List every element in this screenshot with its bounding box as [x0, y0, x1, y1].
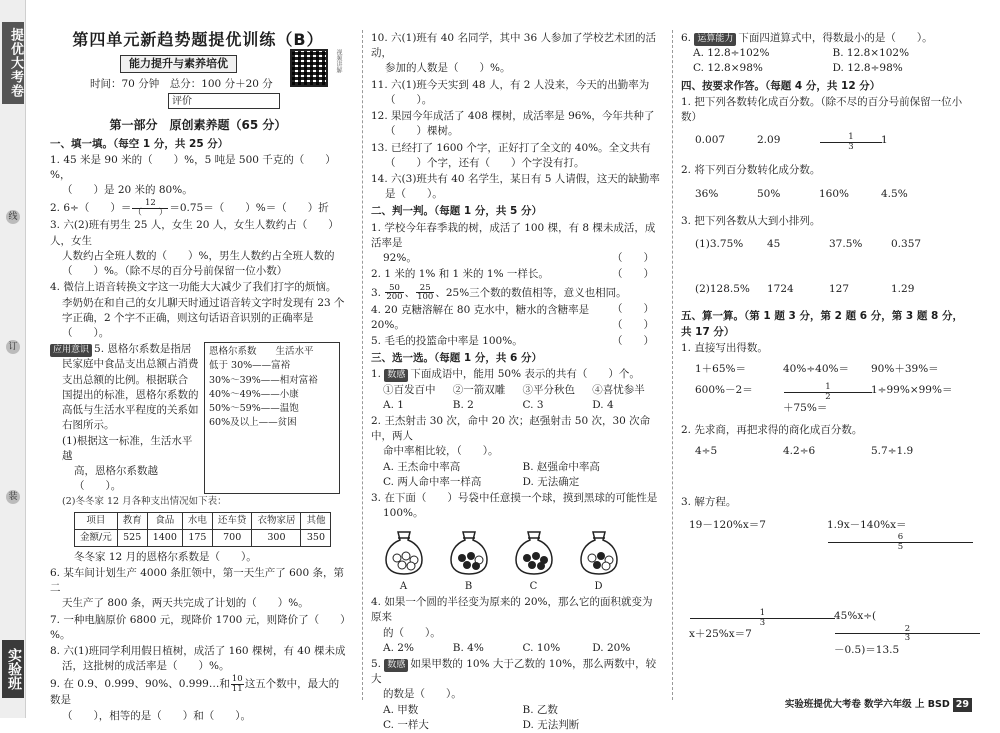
column-left	[50, 30, 346, 725]
question-text: 13. 已经打了 1600 个字，正好打了全文的 40%。全文共有	[371, 141, 651, 154]
question-text: 下面四道算式中，得数最小的是（ ）。	[738, 32, 933, 44]
calc-1	[681, 341, 972, 417]
question-text: 1. 把下列各数转化成百分数。（除不尽的百分号前保留一位小数）	[681, 95, 963, 124]
table-cell: 525	[117, 529, 147, 546]
numerator: 2	[835, 625, 980, 635]
table-row	[75, 529, 331, 546]
question-text: 李奶奶在和自己的女儿聊天时通过语音转文字时发现有 23 个	[62, 296, 345, 309]
option-c[interactable]: C. 两人命中率一样高	[383, 475, 482, 488]
question-text: 2. 将下列百分数转化成分数。	[681, 164, 821, 177]
choice-4	[371, 595, 662, 656]
answer-options	[681, 46, 972, 76]
bag-icon	[579, 528, 619, 576]
legend-row: 40%～49%——小康	[209, 388, 299, 400]
column-middle	[362, 30, 662, 731]
table-header: 衣物家居	[252, 513, 301, 530]
question-text: 右图所示。	[62, 419, 115, 432]
question-text: 14. 六(3)班共有 40 名学生，某日有 5 人请假，这天的缺勤率	[371, 172, 660, 185]
question-6	[50, 566, 346, 612]
question-text: 是（ ）。	[385, 188, 443, 201]
fraction	[828, 533, 973, 551]
question-text: 4. 微信上语音转换文字这一功能大大减少了我们打字的烦恼。	[50, 281, 337, 294]
option-d[interactable]: D. 20%	[592, 641, 631, 654]
section-heading: 四、按要求作答。（每题 4 分，共 12 分）	[681, 79, 881, 92]
option-b[interactable]: B. 赵强命中率高	[522, 460, 600, 473]
calc-text: ＋75%＝	[783, 402, 828, 415]
answer-blank[interactable]: （ ）	[612, 334, 654, 347]
sub-question: (2)冬冬家 12 月各种支出情况如下表：	[62, 496, 227, 508]
option-a[interactable]: A. 2%	[383, 641, 414, 654]
number-item: 127	[829, 283, 850, 296]
option-a[interactable]: A. 12.8÷102%	[693, 47, 770, 60]
question-text: 2. 6÷（ ）＝	[50, 202, 132, 215]
number-list	[681, 187, 972, 202]
question-text: 2. 1 米的 1% 和 1 米的 1% 一样长。	[371, 268, 549, 281]
equation-text: 45%x÷(	[834, 610, 877, 623]
competency-tag: 应用意识	[50, 344, 92, 357]
series-title: 提优大考卷	[2, 22, 24, 104]
numerator: 10	[231, 674, 243, 685]
equation	[827, 518, 972, 551]
number-item: (1)3.75%	[695, 237, 744, 250]
bag-label: D	[594, 580, 603, 592]
question-text: 参加的人数是（ ）%。	[385, 62, 511, 75]
question-text: （ ）个字，还有（ ）个字没有打。	[385, 156, 585, 169]
calc-item: 600%－2＝	[695, 384, 753, 397]
expense-table	[74, 512, 331, 547]
task-3	[681, 214, 972, 298]
task-1	[681, 95, 972, 151]
competency-tag: 数感	[384, 369, 408, 382]
question-text: 的数是（ ）。	[383, 688, 462, 701]
answer-blank[interactable]: （ ）	[612, 268, 654, 281]
numerator: 50	[385, 284, 403, 294]
denominator: （ ）	[133, 207, 168, 218]
calc-2	[681, 423, 972, 459]
question-text: （ ）棵树。	[385, 125, 459, 138]
question-text: 5.	[371, 657, 385, 670]
calc-item: 1＋65%＝	[695, 363, 747, 376]
section-heading: 一、填一填。（每空 1 分，共 25 分）	[50, 137, 229, 150]
number-item	[819, 133, 881, 151]
binding-strip	[0, 0, 26, 718]
legend-row: 60%及以上——贫困	[209, 417, 297, 429]
judge-1	[371, 221, 662, 267]
equation-row	[681, 518, 972, 551]
numerator: 1	[690, 609, 835, 619]
bag-label: C	[529, 580, 538, 592]
calc-item: 40%÷40%＝	[783, 363, 849, 376]
calc-item: 1÷99%×99%＝	[871, 384, 953, 397]
question-text: 4. 如果一个圆的半径变为原来的 20%，那么它的面积就变为原来	[371, 596, 653, 624]
option-a[interactable]: A. 王杰命中率高	[383, 460, 461, 473]
option-b[interactable]: B. 乙数	[522, 703, 558, 716]
task-2	[681, 163, 972, 201]
legend-row: 50%～59%——温饱	[209, 403, 299, 415]
idiom-item: ②一箭双雕	[452, 383, 506, 396]
time-score-info: 时间：70 分钟 总分：100 分＋20 分	[90, 78, 273, 91]
question-8	[50, 644, 346, 674]
denominator: 11	[231, 683, 243, 694]
number-item: 2.09	[757, 134, 781, 147]
table-header: 水电	[182, 513, 212, 530]
number-item: 50%	[757, 187, 781, 200]
sub-question: 冬冬家 12 月的恩格尔系数是（ ）。	[74, 550, 257, 563]
page-footer	[785, 698, 972, 712]
choice-6	[681, 31, 972, 77]
option-d[interactable]: D. 4	[592, 398, 614, 411]
brand-logo: 实验班	[2, 640, 24, 698]
question-2	[50, 199, 346, 217]
question-text: （ ）。	[385, 93, 433, 106]
number-list	[681, 237, 972, 252]
question-text: 3. 在下面（ ）号袋中任意摸一个球，摸到黑球的可能性是	[371, 492, 658, 505]
question-text: 民家庭中食品支出总额占消费	[62, 358, 199, 371]
option-a[interactable]: A. 甲数	[383, 703, 419, 716]
fraction	[132, 199, 168, 217]
legend-row: 低于 30%——富裕	[209, 360, 291, 372]
qr-label: 视频讲解	[335, 49, 342, 74]
fraction	[231, 675, 244, 693]
bag-option[interactable]	[382, 528, 426, 595]
calc-item: 4.2÷6	[783, 444, 816, 457]
table-cell: 700	[212, 529, 252, 546]
denominator: 3	[848, 141, 854, 152]
idiom-item: ④喜忧参半	[592, 383, 645, 396]
bag-option[interactable]	[447, 528, 491, 595]
question-text: 8. 六(1)班同学利用假日植树，成活了 160 棵树，有 40 棵未成	[50, 645, 346, 657]
question-text: 、25%三个数的数值相等，意义也相同。	[435, 286, 627, 299]
question-10	[371, 31, 662, 77]
answer-options	[371, 460, 662, 490]
fraction	[385, 284, 403, 302]
question-text: 3. 六(2)班有男生 25 人，女生 20 人，女生人数约占（ ）人，女生	[50, 219, 339, 247]
calc-3	[681, 495, 972, 658]
calc-row	[681, 444, 972, 459]
question-text: 4. 20 克糖溶解在 80 克水中，糖水的含糖率是 20%。	[371, 303, 590, 331]
judge-2	[371, 267, 662, 282]
option-b[interactable]: B. 4%	[452, 641, 484, 654]
table-header: 教育	[117, 513, 147, 530]
answer-options	[371, 641, 662, 656]
footer-text: 实验班提优大考卷 数学六年级 上 BSD	[784, 699, 950, 711]
calc-row	[681, 383, 972, 416]
bag-icon	[449, 528, 489, 576]
answer-blank[interactable]: （ ）	[612, 252, 654, 265]
equation-row	[681, 609, 972, 657]
number-item: 1	[881, 134, 888, 147]
choice-1	[371, 367, 662, 413]
number-item: 37.5%	[829, 237, 863, 250]
question-text: 字正确，2 个字不正确，则这句话语音识别的正确率是（ ）。	[62, 311, 314, 339]
number-list	[681, 282, 972, 297]
numerator: 1	[784, 383, 872, 393]
number-item: 45	[767, 237, 781, 250]
question-12	[371, 109, 662, 139]
question-7: 7. 一种电脑原价 6800 元，现降价 1700 元，则降价了（ ）%。	[50, 613, 346, 641]
answer-options	[371, 398, 662, 413]
number-item: 1724	[767, 283, 794, 296]
denominator: 5	[897, 541, 904, 552]
table-cell: 175	[182, 529, 212, 546]
section-heading: 二、判一判。（每题 1 分，共 5 分）	[371, 205, 542, 218]
score-box	[168, 93, 280, 109]
question-5	[50, 342, 346, 494]
judge-3: 3. $\frac{50}{200}$ 、 $\frac{25}{100}$ 、25%三个数的数值相等，意义也相同。 （ ）	[371, 284, 662, 302]
choice-3	[371, 491, 662, 594]
idiom-item: ③平分秋色	[522, 383, 575, 396]
numerator: 1	[820, 133, 882, 143]
option-b[interactable]: B. 2	[452, 398, 474, 411]
fraction	[690, 609, 835, 627]
section-heading: 三、选一选。（每题 1 分，共 6 分）	[371, 352, 542, 365]
question-text	[50, 342, 200, 494]
number-item: 1.29	[891, 283, 915, 296]
judge-5	[371, 334, 662, 349]
calc-item: 90%＋39%＝	[871, 363, 939, 376]
question-text: 命中率相比较，（ ）。	[383, 445, 499, 458]
engel-legend-box	[204, 342, 340, 494]
question-text: 下面成语中，能用 50% 表示的共有（ ）个。	[410, 368, 640, 381]
legend-row: 30%～39%——相对富裕	[209, 374, 318, 386]
question-text: 100%。	[383, 507, 424, 520]
idiom-item: ①百发百中	[383, 383, 436, 396]
question-text: 12. 果园今年成活了 408 棵树，成活率是 96%，今年共种了	[371, 110, 655, 123]
question-text: 6. 某车间计划生产 4000 条肛领中，第一天生产了 600 条，第二	[50, 566, 344, 595]
bag-option[interactable]	[512, 528, 556, 595]
question-14	[371, 172, 662, 202]
table-header: 还车贷	[212, 513, 252, 530]
competency-tag: 数感	[384, 659, 408, 672]
page-number: 29	[953, 698, 972, 712]
fraction	[416, 284, 434, 302]
question-text: （ ）是 20 米的 80%。	[62, 184, 193, 197]
fraction	[835, 625, 980, 643]
bag-icon	[384, 528, 424, 576]
bag-option[interactable]	[577, 528, 621, 595]
question-text: 如果甲数的 10% 大于乙数的 10%，那么两数中，较大	[371, 657, 657, 686]
answer-blank[interactable]: （ ）	[612, 318, 654, 331]
question-11	[371, 78, 662, 108]
question-text: 这五个数中，最大的数是	[50, 678, 340, 707]
question-text: 国提出的标准，恩格尔系数的	[62, 388, 199, 401]
question-text: 人数约占全班人数的（ ）%，男生人数约占全班人数的	[62, 249, 335, 262]
fraction	[820, 133, 882, 151]
number-item: 4.5%	[881, 187, 908, 200]
qr-code-icon[interactable]	[290, 49, 328, 87]
numerator: 6	[828, 533, 973, 543]
numerator: 12	[132, 199, 168, 209]
calc-item: 4÷5	[695, 444, 718, 457]
sub-question: 高，恩格尔系数越（ ）。	[74, 464, 158, 493]
question-text: 9. 在 0.9、0.999、90%、0.999…和	[50, 678, 230, 691]
denominator: 3	[904, 633, 911, 644]
denominator: 2	[825, 391, 831, 402]
number-item: 36%	[695, 187, 719, 200]
idiom-list	[371, 383, 662, 398]
question-text: （ ），相等的是（ ）和（ ）。	[62, 709, 251, 722]
calc-row	[681, 362, 972, 377]
question-text: 92%。	[383, 252, 417, 265]
bag-icon	[514, 528, 554, 576]
equation-text: －0.5)＝13.5	[834, 643, 900, 656]
section-heading: 五、算一算。（第 1 题 3 分，第 2 题 6 分，第 3 题 8 分，共 17 分）	[681, 310, 963, 338]
option-c[interactable]: C. 3	[522, 398, 544, 411]
option-d[interactable]: D. 无法确定	[522, 475, 580, 488]
denominator: 3	[759, 617, 766, 628]
question-4	[50, 280, 346, 341]
question-text: 1.	[371, 368, 385, 381]
bag-options	[371, 528, 631, 595]
calc-item	[783, 383, 871, 416]
question-text: 3.	[371, 286, 385, 299]
denominator: 200	[386, 292, 403, 302]
bag-label: B	[464, 580, 473, 592]
answer-blank[interactable]: （ ）	[612, 302, 654, 315]
question-text: 11. 六(1)班今天实到 48 人，有 2 人没来，今天的出勤率为	[371, 78, 650, 91]
option-c[interactable]: C. 10%	[522, 641, 561, 654]
equation	[834, 609, 979, 657]
cut-mark: 线	[6, 210, 20, 224]
question-text: 3. 把下列各数从大到小排列。	[681, 214, 821, 227]
calc-item: 5.7÷1.9	[871, 444, 914, 457]
table-header: 食品	[147, 513, 182, 530]
question-text: 支出总额的比例。根据联合	[62, 373, 188, 386]
equation-text: x＋25%x＝7	[689, 628, 752, 641]
question-text: 3. 解方程。	[681, 495, 737, 508]
table-cell: 300	[252, 529, 301, 546]
answer-options	[371, 703, 662, 733]
question-13	[371, 141, 662, 171]
question-text: 的（ ）。	[383, 626, 441, 639]
page-title: 第四单元新趋势题提优训练（B）	[72, 30, 324, 49]
option-c[interactable]: C. 一样大	[383, 718, 429, 731]
question-text: 活，这批树的成活率是（ ）%。	[62, 660, 230, 673]
equation-text: 1.9x－140%x＝	[827, 519, 907, 532]
table-cell: 金额/元	[75, 529, 118, 546]
question-text: 5. 恩格尔系数是指居	[94, 343, 192, 356]
part-title: 第一部分 原创素养题（65 分）	[109, 118, 287, 133]
choice-5	[371, 657, 662, 733]
option-d[interactable]: D. 12.8÷98%	[832, 62, 903, 75]
sub-question: (1)根据这一标准，生活水平越	[62, 434, 193, 462]
question-text: 1. 学校今年春季栽的树，成活了 100 棵，有 8 棵未成活，成活率是	[371, 221, 656, 249]
number-list	[681, 133, 972, 151]
number-item: 0.007	[695, 134, 726, 147]
question-text: 1. 45 米是 90 米的（ ）%，5 吨是 500 千克的（ ）%，	[50, 153, 336, 182]
question-text: 6.	[681, 32, 695, 44]
option-d[interactable]: D. 无法判断	[522, 718, 580, 731]
cut-mark: 装	[6, 490, 20, 504]
competency-tag: 运算能力	[694, 33, 736, 46]
question-text: 2. 王杰射击 30 次，命中 20 次；赵强射击 50 次，30 次命中，两人	[371, 415, 651, 443]
score-label: 评价	[172, 96, 192, 108]
subtitle: 能力提升与素养培优	[120, 55, 237, 73]
equation: 19－120%x＝7	[689, 519, 766, 532]
table-header: 其他	[301, 513, 331, 530]
question-text: （ ）%。（除不尽的百分号前保留一位小数）	[62, 265, 288, 278]
question-text: 10. 六(1)班有 40 名同学，其中 36 人参加了学校艺术团的活动，	[371, 32, 656, 60]
equation	[689, 609, 834, 657]
question-text: 高低与生活水平程度的关系如	[62, 404, 199, 417]
option-c[interactable]: C. 12.8×98%	[693, 62, 763, 75]
table-cell: 350	[301, 529, 331, 546]
bag-label: A	[399, 580, 408, 592]
table-row	[75, 513, 331, 530]
cut-mark: 订	[6, 340, 20, 354]
header-info	[50, 49, 346, 108]
option-a[interactable]: A. 1	[383, 398, 404, 411]
number-item: 0.357	[891, 237, 922, 250]
question-text: 5. 毛毛的投篮命中率是 100%。	[371, 334, 523, 347]
numerator: 25	[416, 284, 434, 294]
question-text: 1. 直接写出得数。	[681, 341, 768, 354]
question-9	[50, 675, 346, 723]
question-text: ＝0.75＝（ ）%＝（ ）折	[169, 202, 329, 215]
question-1	[50, 153, 346, 199]
question-text: 天生产了 800 条，两天共完成了计划的（ ）%。	[62, 597, 309, 610]
fraction	[784, 383, 872, 401]
legend-head: 恩格尔系数 生活水平	[209, 346, 314, 358]
choice-2	[371, 414, 662, 490]
number-item: 160%	[819, 187, 850, 200]
table-header: 项目	[75, 513, 118, 530]
option-b[interactable]: B. 12.8×102%	[832, 47, 910, 60]
question-3	[50, 218, 346, 279]
table-cell: 1400	[147, 529, 182, 546]
number-item: (2)128.5%	[695, 283, 750, 296]
question-text: 2. 先求商，再把求得的商化成百分数。	[681, 423, 863, 436]
denominator: 100	[417, 292, 434, 302]
column-right	[672, 30, 972, 700]
